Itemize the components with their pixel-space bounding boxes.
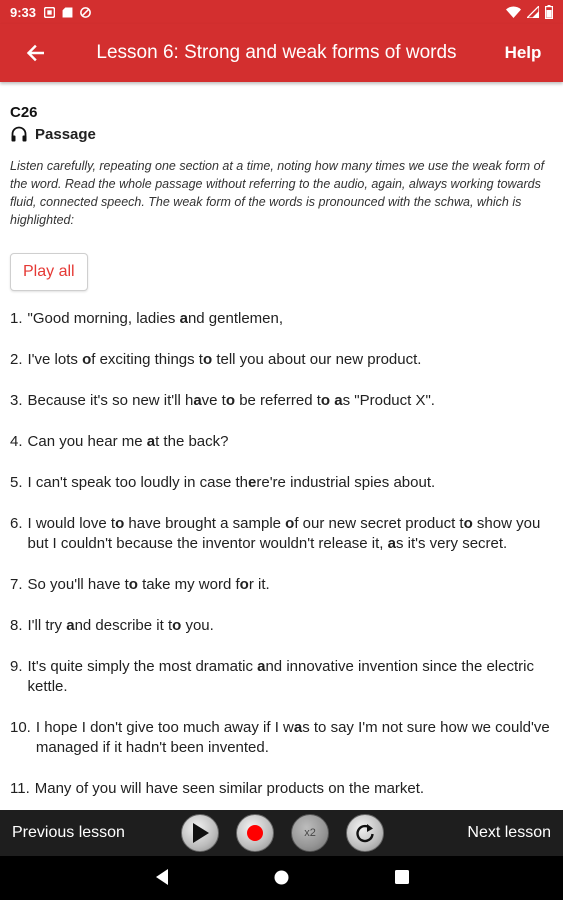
speed-label: x2 xyxy=(304,827,316,839)
line-number: 5. xyxy=(10,474,23,491)
next-lesson-button[interactable]: Next lesson xyxy=(467,824,551,841)
line-text: It's quite simply the most dramatic and innovative invention since the electric kettle. xyxy=(27,658,534,695)
line-text: I've lots of exciting things to tell you about our new product. xyxy=(27,351,422,368)
instructions-text: Listen carefully, repeating one section at a time, noting how many times we use the weak form of the word. Read the whole passage without referring to the audio, again, always working towards fluid, connected speech. The weak form of the words is pronounced with the schwa, which is highlighted: xyxy=(10,159,545,227)
record-button[interactable] xyxy=(236,814,274,852)
wifi-icon xyxy=(506,6,521,18)
play-all-button[interactable]: Play all xyxy=(10,253,88,291)
line-text: I hope I don't give too much away if I was to say I'm not sure how we could've managed if it hadn't been invented. xyxy=(35,719,550,756)
status-right-icons xyxy=(506,5,553,19)
page-title: Lesson 6: Strong and weak forms of words xyxy=(96,42,457,63)
status-bar xyxy=(0,0,563,24)
passage-lines xyxy=(10,309,553,799)
line-number: 1. xyxy=(10,310,23,327)
exercise-code: C26 xyxy=(10,104,38,121)
lesson-content[interactable] xyxy=(0,82,563,810)
passage-line[interactable] xyxy=(10,718,553,758)
playback-speed-button[interactable] xyxy=(291,814,329,852)
passage-line[interactable] xyxy=(10,473,553,493)
record-icon xyxy=(246,824,264,842)
passage-line[interactable] xyxy=(10,514,553,554)
arrow-back-icon xyxy=(26,44,44,62)
line-number: 2. xyxy=(10,351,23,368)
passage-line[interactable] xyxy=(10,432,553,452)
passage-line[interactable] xyxy=(10,657,553,697)
line-text: Because it's so new it'll have to be referred to as "Product X". xyxy=(27,392,435,409)
line-text: Can you hear me at the back? xyxy=(27,433,229,450)
line-number: 8. xyxy=(10,617,23,634)
play-icon xyxy=(190,822,210,844)
app-bar xyxy=(0,24,563,82)
line-text: I'll try and describe it to you. xyxy=(27,617,214,634)
line-number: 4. xyxy=(10,433,23,450)
player-bar xyxy=(0,810,563,856)
previous-lesson-button[interactable]: Previous lesson xyxy=(12,824,125,841)
status-time: 9:33 xyxy=(10,4,37,20)
line-number: 11. xyxy=(10,780,30,797)
headphones-icon xyxy=(10,125,28,143)
section-title: Passage xyxy=(35,125,96,143)
passage-line[interactable] xyxy=(10,616,553,636)
line-number: 3. xyxy=(10,392,23,409)
line-text: So you'll have to take my word for it. xyxy=(27,576,270,593)
nav-home-icon[interactable] xyxy=(274,870,289,885)
line-number: 9. xyxy=(10,658,23,675)
line-text: "Good morning, ladies and gentlemen, xyxy=(27,310,284,327)
play-button[interactable] xyxy=(181,814,219,852)
battery-icon xyxy=(545,5,553,19)
help-button[interactable]: Help xyxy=(504,43,542,62)
line-number: 7. xyxy=(10,576,23,593)
data-saver-icon xyxy=(80,7,91,18)
system-nav-bar xyxy=(0,856,563,900)
line-text: I would love to have brought a sample of our new secret product to show you but I couldn't because the inventor wouldn't release it, as it's very secret. xyxy=(27,515,541,552)
section-heading xyxy=(10,125,553,143)
line-text: I can't speak too loudly in case there're industrial spies about. xyxy=(27,474,436,491)
passage-line[interactable] xyxy=(10,391,553,411)
replay-icon xyxy=(354,822,376,844)
passage-line[interactable] xyxy=(10,779,553,799)
line-text: Many of you will have seen similar products on the market. xyxy=(34,780,425,797)
repeat-button[interactable] xyxy=(346,814,384,852)
passage-line[interactable] xyxy=(10,350,553,370)
line-number: 6. xyxy=(10,515,23,532)
passage-line[interactable] xyxy=(10,309,553,329)
back-button[interactable] xyxy=(0,24,70,82)
line-number: 10. xyxy=(10,719,31,736)
nav-back-icon[interactable] xyxy=(155,868,169,886)
notification-app-icon xyxy=(44,7,55,18)
signal-icon xyxy=(527,6,539,18)
passage-line[interactable] xyxy=(10,575,553,595)
sd-card-icon xyxy=(62,7,73,18)
nav-recents-icon[interactable] xyxy=(395,870,409,884)
